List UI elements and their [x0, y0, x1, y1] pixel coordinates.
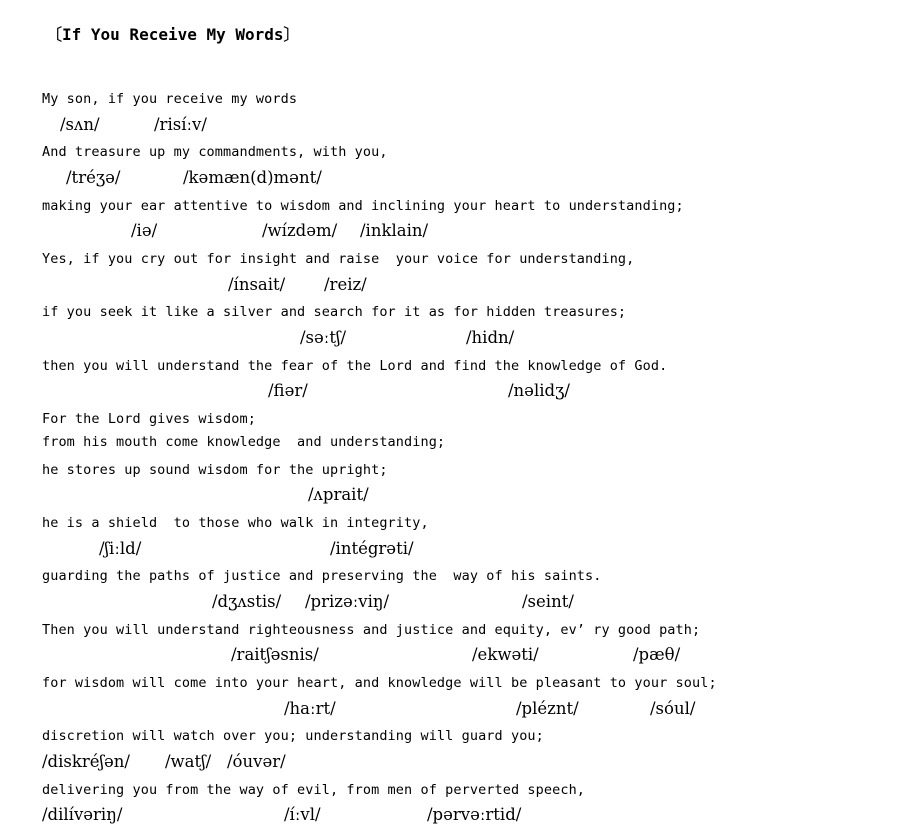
pronunciation: /kəmæn(d)mənt/ — [183, 168, 322, 187]
pronunciation: /risíːv/ — [154, 115, 207, 134]
pronunciation: /nəlidʒ/ — [508, 381, 570, 400]
pronunciation: /səːtʃ/ — [300, 328, 347, 347]
verse-line: delivering you from the way of evil, from men of perverted speech, — [42, 782, 586, 798]
verse-line: My son, if you receive my words — [42, 91, 298, 107]
verse-line: he is a shield to those who walk in integrity, — [42, 515, 429, 531]
pronunciation: /tréʒə/ — [66, 168, 121, 187]
verse-line: Yes, if you cry out for insight and raise your voice for understanding, — [42, 251, 635, 267]
verse-line: discretion will watch over you; understanding will guard you; — [42, 728, 544, 744]
document-title: 〔If You Receive My Words〕 — [46, 25, 300, 44]
pronunciation: /seint/ — [522, 592, 574, 611]
verse-line: from his mouth come knowledge and understanding; — [42, 434, 446, 450]
pronunciation: /ínsait/ — [228, 275, 286, 294]
pronunciation: /reiz/ — [324, 275, 367, 294]
pronunciation: /intégrəti/ — [330, 539, 414, 558]
verse-line: then you will understand the fear of the Lord and find the knowledge of God. — [42, 358, 668, 374]
verse-line: for wisdom will come into your heart, and knowledge will be pleasant to your soul; — [42, 675, 717, 691]
verse-line: he stores up sound wisdom for the upright; — [42, 462, 388, 478]
pronunciation: /inklain/ — [360, 221, 429, 240]
pronunciation: /pléznt/ — [516, 699, 579, 718]
verse-line: For the Lord gives wisdom; — [42, 411, 256, 427]
pronunciation: /ʃiːld/ — [99, 539, 142, 558]
pronunciation: /wízdəm/ — [262, 221, 338, 240]
pronunciation: /watʃ/ — [165, 752, 212, 771]
pronunciation: /dilívəriŋ/ — [42, 805, 123, 824]
pronunciation: /hidn/ — [466, 328, 515, 347]
pronunciation: /sóul/ — [650, 699, 696, 718]
pronunciation: /ekwəti/ — [472, 645, 539, 664]
verse-line: And treasure up my commandments, with you, — [42, 144, 388, 160]
verse-line: if you seek it like a silver and search for it as for hidden treasures; — [42, 304, 627, 320]
pronunciation: /pərvəːrtid/ — [427, 805, 522, 824]
pronunciation: /pæθ/ — [633, 645, 681, 664]
pronunciation: /diskréʃən/ — [42, 752, 130, 771]
verse-line: Then you will understand righteousness and justice and equity, ev’ ry good path; — [42, 622, 701, 638]
pronunciation: /haːrt/ — [284, 699, 336, 718]
pronunciation: /fiər/ — [268, 381, 308, 400]
pronunciation: /íːvl/ — [284, 805, 321, 824]
pronunciation: /ʌprait/ — [308, 485, 369, 504]
verse-line: guarding the paths of justice and preserving the way of his saints. — [42, 568, 602, 584]
verse-line: making your ear attentive to wisdom and inclining your heart to understanding; — [42, 198, 684, 214]
pronunciation: /iə/ — [131, 221, 158, 240]
pronunciation: /prizəːviŋ/ — [305, 592, 390, 611]
pronunciation: /raitʃəsnis/ — [231, 645, 319, 664]
pronunciation: /sʌn/ — [60, 115, 100, 134]
pronunciation: /óuvər/ — [227, 752, 286, 771]
pronunciation: /dʒʌstis/ — [212, 592, 282, 611]
